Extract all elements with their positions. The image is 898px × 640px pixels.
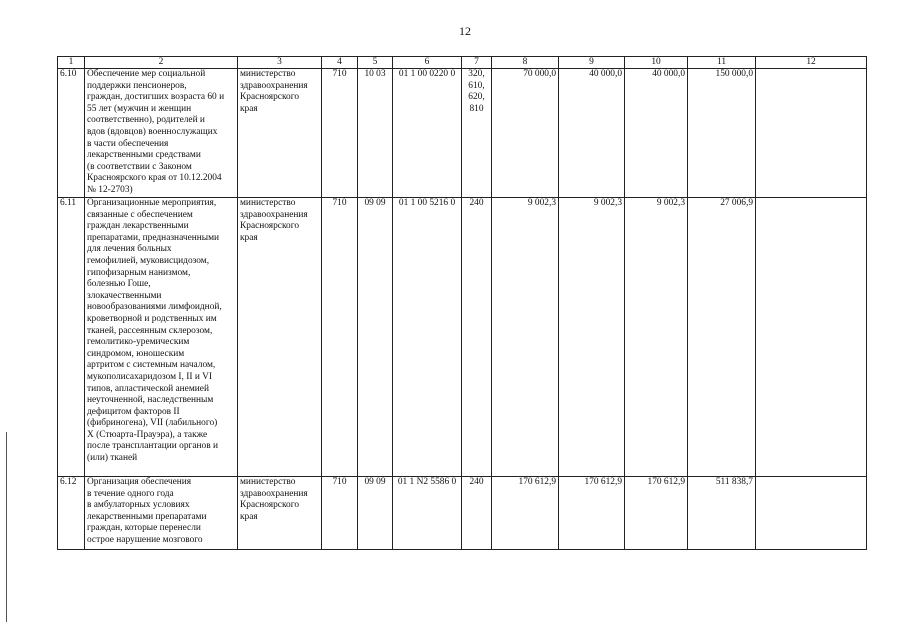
section-code: 09 09 [358, 477, 393, 550]
item-number: 6.10 [58, 69, 85, 198]
amount-year-3: 170 612,9 [625, 477, 688, 550]
budget-measures-table [57, 56, 867, 550]
expense-type-code: 240 [462, 477, 492, 550]
expense-type-code: 320, 610, 620, 810 [462, 69, 492, 198]
expected-result [756, 69, 867, 198]
column-header: 11 [688, 57, 756, 69]
expected-result [756, 198, 867, 477]
column-header: 5 [358, 57, 393, 69]
amount-year-1: 9 002,3 [492, 198, 559, 477]
scan-margin-line [6, 432, 7, 622]
column-header: 6 [393, 57, 462, 69]
responsible-organization: министерство здравоохранения Красноярского края [238, 198, 322, 477]
amount-year-2: 170 612,9 [559, 477, 625, 550]
grbs-code: 710 [322, 198, 358, 477]
amount-year-2: 9 002,3 [559, 198, 625, 477]
measure-description: Организация обеспечения в течение одного года в амбулаторных условиях лекарственными препаратами граждан, которые перенесли острое нарушение мозгового [85, 477, 238, 550]
column-header: 9 [559, 57, 625, 69]
amount-year-1: 170 612,9 [492, 477, 559, 550]
table-row [58, 198, 867, 477]
column-header: 1 [58, 57, 85, 69]
page-number: 12 [459, 24, 471, 38]
amount-year-2: 40 000,0 [559, 69, 625, 198]
item-number: 6.11 [58, 198, 85, 477]
amount-total: 511 838,7 [688, 477, 756, 550]
item-number: 6.12 [58, 477, 85, 550]
column-header: 2 [85, 57, 238, 69]
responsible-organization: министерство здравоохранения Красноярского края [238, 69, 322, 198]
column-header: 7 [462, 57, 492, 69]
column-header: 8 [492, 57, 559, 69]
responsible-organization: министерство здравоохранения Красноярского края [238, 477, 322, 550]
column-header: 12 [756, 57, 867, 69]
column-header: 3 [238, 57, 322, 69]
target-article-code: 01 1 00 5216 0 [393, 198, 462, 477]
target-article-code: 01 1 N2 5586 0 [393, 477, 462, 550]
column-number-header-row [58, 57, 867, 69]
measure-description: Организационные мероприятия, связанные с обеспечением граждан лекарственными препаратами, предназначенными для лечения больных гемофилией, муковисцидозом, гипофизарным нанизмом, болезнью Гоше, злокачественными новообразованиями лимфоидной, кроветворной и родственных им тканей, рассеянным склерозом, гемолитико-уремическим синдромом, юношеским артритом с системным началом, мукополисахаридозом I, II и VI типов, апластической анемией неуточненной, наследственным дефицитом факторов II (фибриногена), VII (лабильного) X (Стюарта-Прауэра), а также после трансплантации органов и (или) тканей [85, 198, 238, 477]
amount-total: 27 006,9 [688, 198, 756, 477]
table-row [58, 69, 867, 198]
target-article-code: 01 1 00 0220 0 [393, 69, 462, 198]
column-header: 4 [322, 57, 358, 69]
amount-total: 150 000,0 [688, 69, 756, 198]
grbs-code: 710 [322, 477, 358, 550]
section-code: 10 03 [358, 69, 393, 198]
expense-type-code: 240 [462, 198, 492, 477]
amount-year-3: 9 002,3 [625, 198, 688, 477]
amount-year-3: 40 000,0 [625, 69, 688, 198]
amount-year-1: 70 000,0 [492, 69, 559, 198]
grbs-code: 710 [322, 69, 358, 198]
table-row [58, 477, 867, 550]
measure-description: Обеспечение мер социальной поддержки пенсионеров, граждан, достигших возраста 60 и 55 лет (мужчин и женщин соответственно), родителей и вдов (вдовцов) военнослужащих в части обеспечения лекарственными средствами (в соответствии с Законом Красноярского края от 10.12.2004 № 12-2703) [85, 69, 238, 198]
expected-result [756, 477, 867, 550]
section-code: 09 09 [358, 198, 393, 477]
column-header: 10 [625, 57, 688, 69]
